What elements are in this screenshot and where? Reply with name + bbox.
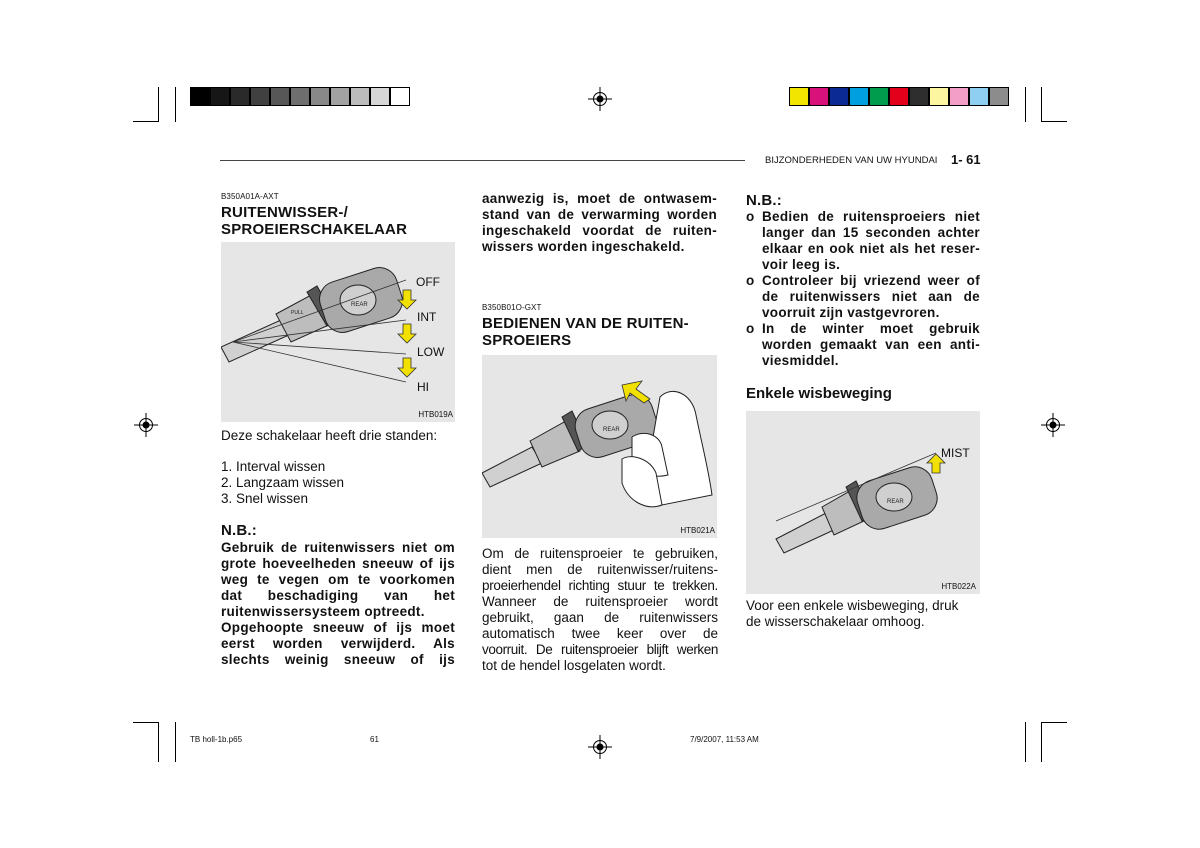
process-color-bar (789, 87, 1009, 106)
process-swatch (929, 87, 949, 106)
section-code: B350A01A-AXT (221, 192, 279, 201)
knob-rear-label: REAR (603, 427, 620, 433)
grayscale-swatch (290, 87, 310, 106)
single-wipe-stalk-illustration (746, 411, 980, 594)
grayscale-swatch (370, 87, 390, 106)
process-swatch (869, 87, 889, 106)
knob-rear-label: REAR (887, 499, 904, 505)
process-swatch (969, 87, 989, 106)
note-text: Gebruik de ruitenwissers niet om grote hoeveelheden sneeuw of ijs weg te vegen om te voorkomen dat beschadiging van het ruitenwissersysteem optreedt. Opgehoopte sneeuw of ijs moet eerst worden verwijderd. Als slechts weinig sneeuw of ijs (221, 540, 455, 667)
process-swatch (989, 87, 1009, 106)
list-item: 1. Interval wissen (221, 459, 326, 474)
list-item: o Controleer bij vriezend weer of de ruitenwissers niet aan de voorruit zijn vastgevroren. (746, 273, 980, 320)
page-number: 1- 61 (951, 152, 981, 167)
mode-list (221, 459, 344, 507)
note-title: N.B.: (221, 522, 257, 539)
figure-caption: HTB022A (941, 582, 976, 591)
label-mist: MIST (941, 446, 970, 460)
footer-datetime: 7/9/2007, 11:53 AM (690, 735, 759, 744)
wiper-stalk-illustration (221, 242, 455, 422)
grayscale-swatch (350, 87, 370, 106)
header-rule (220, 160, 745, 161)
registration-mark-top-icon (588, 87, 612, 111)
grayscale-swatch (230, 87, 250, 106)
grayscale-swatch (390, 87, 410, 106)
footer-page: 61 (370, 735, 379, 744)
single-wipe-figure (746, 411, 980, 594)
down-arrow-icon (398, 324, 416, 343)
list-item: o Bedien de ruitensproeiers niet langer dan 15 seconden achter elkaar en ook niet als het reser- voir leeg is. (746, 209, 980, 272)
registration-mark-bottom-icon (588, 735, 612, 759)
list-item: 2. Langzaam wissen (221, 475, 345, 490)
list-item: o In de winter moet gebruik worden gemaakt van een anti- viesmiddel. (746, 321, 980, 368)
list-item: 3. Snel wissen (221, 491, 309, 506)
label-low: LOW (417, 345, 445, 359)
header-section-title: BIJZONDERHEDEN VAN UW HYUNDAI (765, 155, 938, 166)
subsection-title: Enkele wisbeweging (746, 385, 892, 402)
single-wipe-body-text: Voor een enkele wisbeweging, druk de wisserschakelaar omhoog. (746, 598, 959, 629)
process-swatch (889, 87, 909, 106)
process-swatch (909, 87, 929, 106)
section-code: B350B01O-GXT (482, 303, 542, 312)
washer-body-text: Om de ruitensproeier te gebruiken, dient men de ruitenwisser/ruitens- proeierhendel richting stuur te trekken. Wanneer de ruitensproeier wordt gebruikt, gaan de ruitenwissers automatisch twee keer over de voorruit. De ruitensproeier blijft werken tot de hendel losgelaten wordt. (482, 546, 718, 673)
section-title: BEDIENEN VAN DE RUITEN- SPROEIERS (482, 315, 689, 349)
grayscale-swatch (190, 87, 210, 106)
footer-file: TB holl-1b.p65 (190, 735, 243, 744)
process-swatch (789, 87, 809, 106)
down-arrow-icon (398, 358, 416, 377)
knob-rear-label: REAR (351, 302, 368, 308)
grayscale-swatch (330, 87, 350, 106)
process-swatch (849, 87, 869, 106)
note-continued-text: aanwezig is, moet de ontwasem- stand van de verwarming worden ingeschakeld voordat de ruiten- wissers worden ingeschakeld. (482, 191, 717, 254)
intro-text: Deze schakelaar heeft drie standen: (221, 428, 438, 443)
registration-mark-left-icon (134, 413, 158, 437)
label-hi: HI (417, 380, 429, 394)
wiper-switch-figure (221, 242, 455, 422)
figure-caption: HTB019A (418, 410, 453, 419)
grayscale-swatch (270, 87, 290, 106)
label-off: OFF (416, 275, 440, 289)
grayscale-swatch (210, 87, 230, 106)
process-swatch (829, 87, 849, 106)
label-int: INT (417, 310, 437, 324)
note-title: N.B.: (746, 192, 782, 209)
registration-mark-right-icon (1041, 413, 1065, 437)
section-title: RUITENWISSER-/ SPROEIERSCHAKELAAR (221, 204, 408, 238)
process-swatch (949, 87, 969, 106)
grayscale-swatch (250, 87, 270, 106)
process-swatch (809, 87, 829, 106)
figure-caption: HTB021A (680, 526, 715, 535)
grayscale-color-bar (190, 87, 410, 106)
grayscale-swatch (310, 87, 330, 106)
washer-stalk-illustration (482, 355, 717, 538)
svg-text:PULL: PULL (291, 310, 304, 316)
note-bullets (746, 209, 980, 369)
washer-operation-figure (482, 355, 717, 538)
